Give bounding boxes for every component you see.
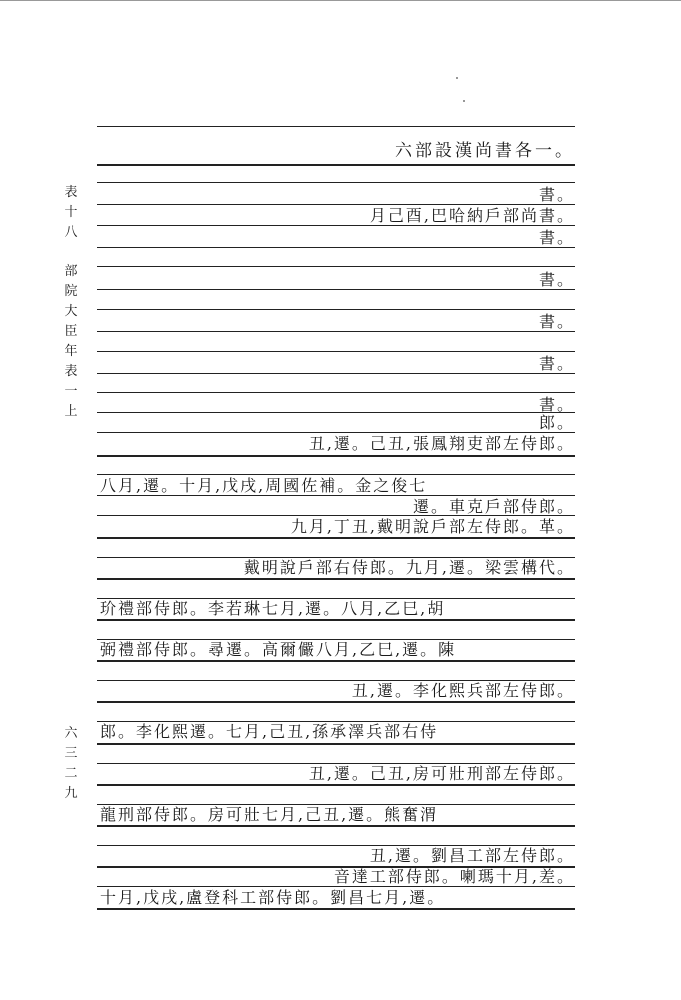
table-rule: [97, 204, 575, 205]
margin-char: 表: [64, 185, 78, 200]
table-rule: [97, 247, 575, 248]
table-rule: [97, 578, 575, 580]
table-rule: [97, 351, 575, 352]
table-top-rule: [97, 126, 575, 127]
table-rule: [97, 886, 575, 887]
table-row: 八月,遷。十月,戊戌,周國佐補。金之俊七: [100, 476, 428, 495]
table-rule: [97, 619, 575, 621]
table-rule: [97, 289, 575, 290]
table-row: 丑,遷。李化熙兵部左侍郎。: [351, 681, 575, 700]
table-row: 戴明說戶部右侍郎。九月,遷。梁雲構代。: [243, 558, 575, 577]
table-row: 丑,遷。己丑,房可壯刑部左侍郎。: [308, 764, 575, 783]
table-row: 音達工部侍郎。喇瑪十月,差。: [333, 867, 575, 886]
table-rule: [97, 182, 575, 183]
margin-char: 十: [64, 205, 78, 220]
table-row: 書。: [538, 395, 575, 414]
table-rule: [97, 908, 575, 910]
table-rule: [97, 373, 575, 374]
margin-char: 八: [64, 225, 78, 240]
table-rule: [97, 331, 575, 332]
table-rule: [97, 784, 575, 786]
margin-char: 二: [64, 766, 78, 781]
page-number: [63, 724, 79, 804]
table-row: 書。: [538, 354, 575, 373]
page-top-edge: [0, 0, 681, 1]
table-rule: [97, 537, 575, 539]
table-row: 玠禮部侍郎。李若琳七月,遷。八月,乙巳,胡: [100, 599, 446, 618]
table-rule: [97, 392, 575, 393]
table-row: 龍刑部侍郎。房可壯七月,己丑,遷。熊奮渭: [100, 805, 439, 824]
table-rule: [97, 743, 575, 745]
margin-char: 大: [64, 304, 78, 319]
chapter-label: [63, 183, 79, 243]
table-row: 書。: [538, 228, 575, 247]
table-rule: [97, 701, 575, 703]
table-row: 書。: [538, 185, 575, 204]
table-rule: [97, 495, 575, 496]
table-rule: [97, 225, 575, 226]
margin-char: 九: [64, 786, 78, 801]
margin-char: 一: [64, 384, 78, 399]
margin-char: 臣: [64, 324, 78, 339]
margin-char: 院: [64, 284, 78, 299]
table-row: 丑,遷。己丑,張鳳翔吏部左侍郎。: [308, 434, 575, 453]
header-rule: [97, 164, 575, 166]
margin-char: 六: [64, 726, 78, 741]
section-title: [63, 262, 79, 422]
table-rule: [97, 266, 575, 267]
table-row: 郎。李化熙遷。七月,己丑,孫承澤兵部右侍: [100, 722, 439, 741]
table-row: 月己酉,巴哈納戶部尚書。: [369, 206, 575, 225]
speck: [463, 100, 465, 102]
table-rule: [97, 660, 575, 662]
table-row: 遷。車克戶部侍郎。: [412, 497, 575, 516]
table-rule: [97, 309, 575, 310]
table-rule: [97, 825, 575, 827]
table-row: 郎。: [538, 413, 575, 432]
table-row: 弼禮部侍郎。尋遷。高爾儼八月,乙巳,遷。陳: [100, 640, 457, 659]
table-row: 丑,遷。劉昌工部左侍郎。: [369, 846, 575, 865]
margin-char: 部: [64, 264, 78, 279]
table-row: 十月,戊戌,盧登科工部侍郎。劉昌七月,遷。: [100, 888, 446, 907]
table-rule: [97, 474, 575, 475]
table-row: 九月,丁丑,戴明說戶部左侍郎。革。: [290, 517, 575, 536]
table-row: 書。: [538, 312, 575, 331]
margin-char: 三: [64, 746, 78, 761]
margin-char: 上: [64, 404, 78, 419]
margin-char: 表: [64, 364, 78, 379]
margin-char: 年: [64, 344, 78, 359]
table-row: 書。: [538, 270, 575, 289]
table-rule: [97, 455, 575, 457]
table-header: 六部設漢尚書各一。: [395, 141, 575, 161]
table-rule: [97, 432, 575, 433]
speck: [456, 77, 458, 79]
